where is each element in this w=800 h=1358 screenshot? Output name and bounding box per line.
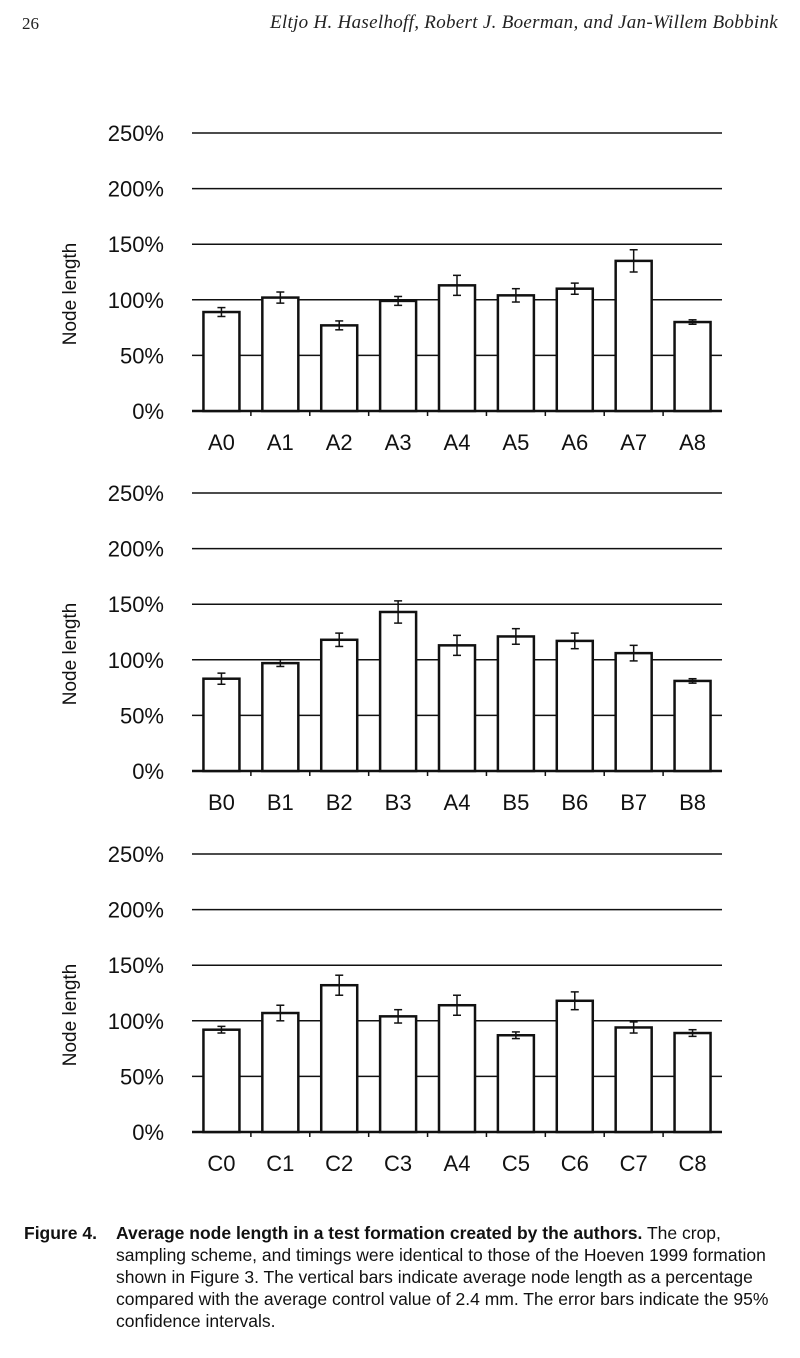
page-number: 26 [22, 14, 39, 33]
bar [203, 312, 239, 411]
x-tick-label: C2 [325, 1151, 354, 1176]
x-tick-label: A7 [620, 430, 648, 455]
x-tick-label: A1 [266, 430, 294, 455]
bar [262, 663, 298, 771]
bar [203, 1030, 239, 1132]
bar [616, 653, 652, 771]
bar [321, 985, 357, 1132]
y-axis-title: Node length [60, 242, 81, 346]
figure-caption [24, 1222, 776, 1332]
x-tick-label: A0 [207, 430, 235, 455]
y-tick-label: 150% [107, 953, 164, 979]
bar-chart-b [0, 470, 800, 830]
bar [498, 636, 534, 771]
caption-title: Average node length in a test formation created by the authors. [116, 1223, 643, 1243]
bar [439, 645, 475, 771]
x-tick-label: C6 [560, 1151, 589, 1176]
bar [557, 641, 593, 771]
y-tick-label: 250% [107, 842, 164, 867]
x-tick-label: B6 [561, 790, 589, 815]
bar [498, 295, 534, 411]
x-tick-label: A4 [443, 790, 471, 815]
y-tick-label: 100% [107, 647, 164, 673]
y-tick-label: 50% [119, 703, 164, 729]
y-tick-label: 250% [107, 481, 164, 506]
x-tick-label: B3 [384, 790, 412, 815]
bar [675, 681, 711, 771]
bar [262, 1013, 298, 1132]
x-tick-label: B5 [502, 790, 530, 815]
bar [380, 301, 416, 411]
x-tick-label: C1 [266, 1151, 295, 1176]
bar [439, 285, 475, 411]
x-tick-label: B7 [620, 790, 648, 815]
bar [439, 1005, 475, 1132]
x-tick-label: C3 [384, 1151, 413, 1176]
x-tick-label: A3 [384, 430, 412, 455]
y-tick-label: 150% [107, 232, 164, 258]
bar [675, 1033, 711, 1132]
y-tick-label: 150% [107, 592, 164, 618]
caption-label: Figure 4. [24, 1223, 97, 1243]
bar [203, 679, 239, 771]
x-tick-label: B8 [679, 790, 707, 815]
y-axis-title: Node length [60, 602, 81, 706]
y-tick-label: 250% [107, 121, 164, 146]
bar [498, 1035, 534, 1132]
x-tick-label: C5 [501, 1151, 530, 1176]
bar-chart-a [0, 110, 800, 470]
bar [262, 298, 298, 411]
y-tick-label: 200% [107, 897, 164, 923]
bar [616, 261, 652, 411]
y-tick-label: 200% [107, 536, 164, 562]
x-tick-label: C7 [619, 1151, 648, 1176]
y-tick-label: 100% [107, 1008, 164, 1034]
x-tick-label: B2 [325, 790, 353, 815]
y-tick-label: 50% [119, 343, 164, 369]
x-tick-label: A6 [561, 430, 589, 455]
x-tick-label: A4 [443, 430, 471, 455]
y-tick-label: 0% [132, 759, 164, 784]
running-head: Eltjo H. Haselhoff, Robert J. Boerman, and Jan-Willem Bobbink [270, 12, 778, 33]
bar [380, 612, 416, 771]
y-axis-title: Node length [60, 963, 81, 1067]
x-tick-label: B1 [266, 790, 294, 815]
y-tick-label: 200% [107, 176, 164, 202]
x-tick-label: A8 [679, 430, 707, 455]
bar [380, 1016, 416, 1132]
bar [321, 325, 357, 411]
x-tick-label: A5 [502, 430, 530, 455]
x-tick-label: C0 [207, 1151, 236, 1176]
y-tick-label: 0% [132, 1120, 164, 1145]
bar [616, 1027, 652, 1132]
bar [557, 1001, 593, 1132]
bar [557, 289, 593, 411]
bar [675, 322, 711, 411]
x-tick-label: A2 [325, 430, 353, 455]
bar-chart-c [0, 831, 800, 1191]
x-tick-label: A4 [443, 1151, 471, 1176]
y-tick-label: 100% [107, 287, 164, 313]
caption-body: The crop, sampling scheme, and timings were identical to those of the Hoeven 1999 formation shown in Figure 3. The vertical bars indicate average node length as a percentage compared with the average control value of 2.4 mm. The error bars indicate the 95% confidence intervals. [116, 1223, 769, 1331]
x-tick-label: C8 [678, 1151, 707, 1176]
bar [321, 640, 357, 771]
x-tick-label: B0 [207, 790, 235, 815]
y-tick-label: 50% [119, 1064, 164, 1090]
y-tick-label: 0% [132, 399, 164, 424]
